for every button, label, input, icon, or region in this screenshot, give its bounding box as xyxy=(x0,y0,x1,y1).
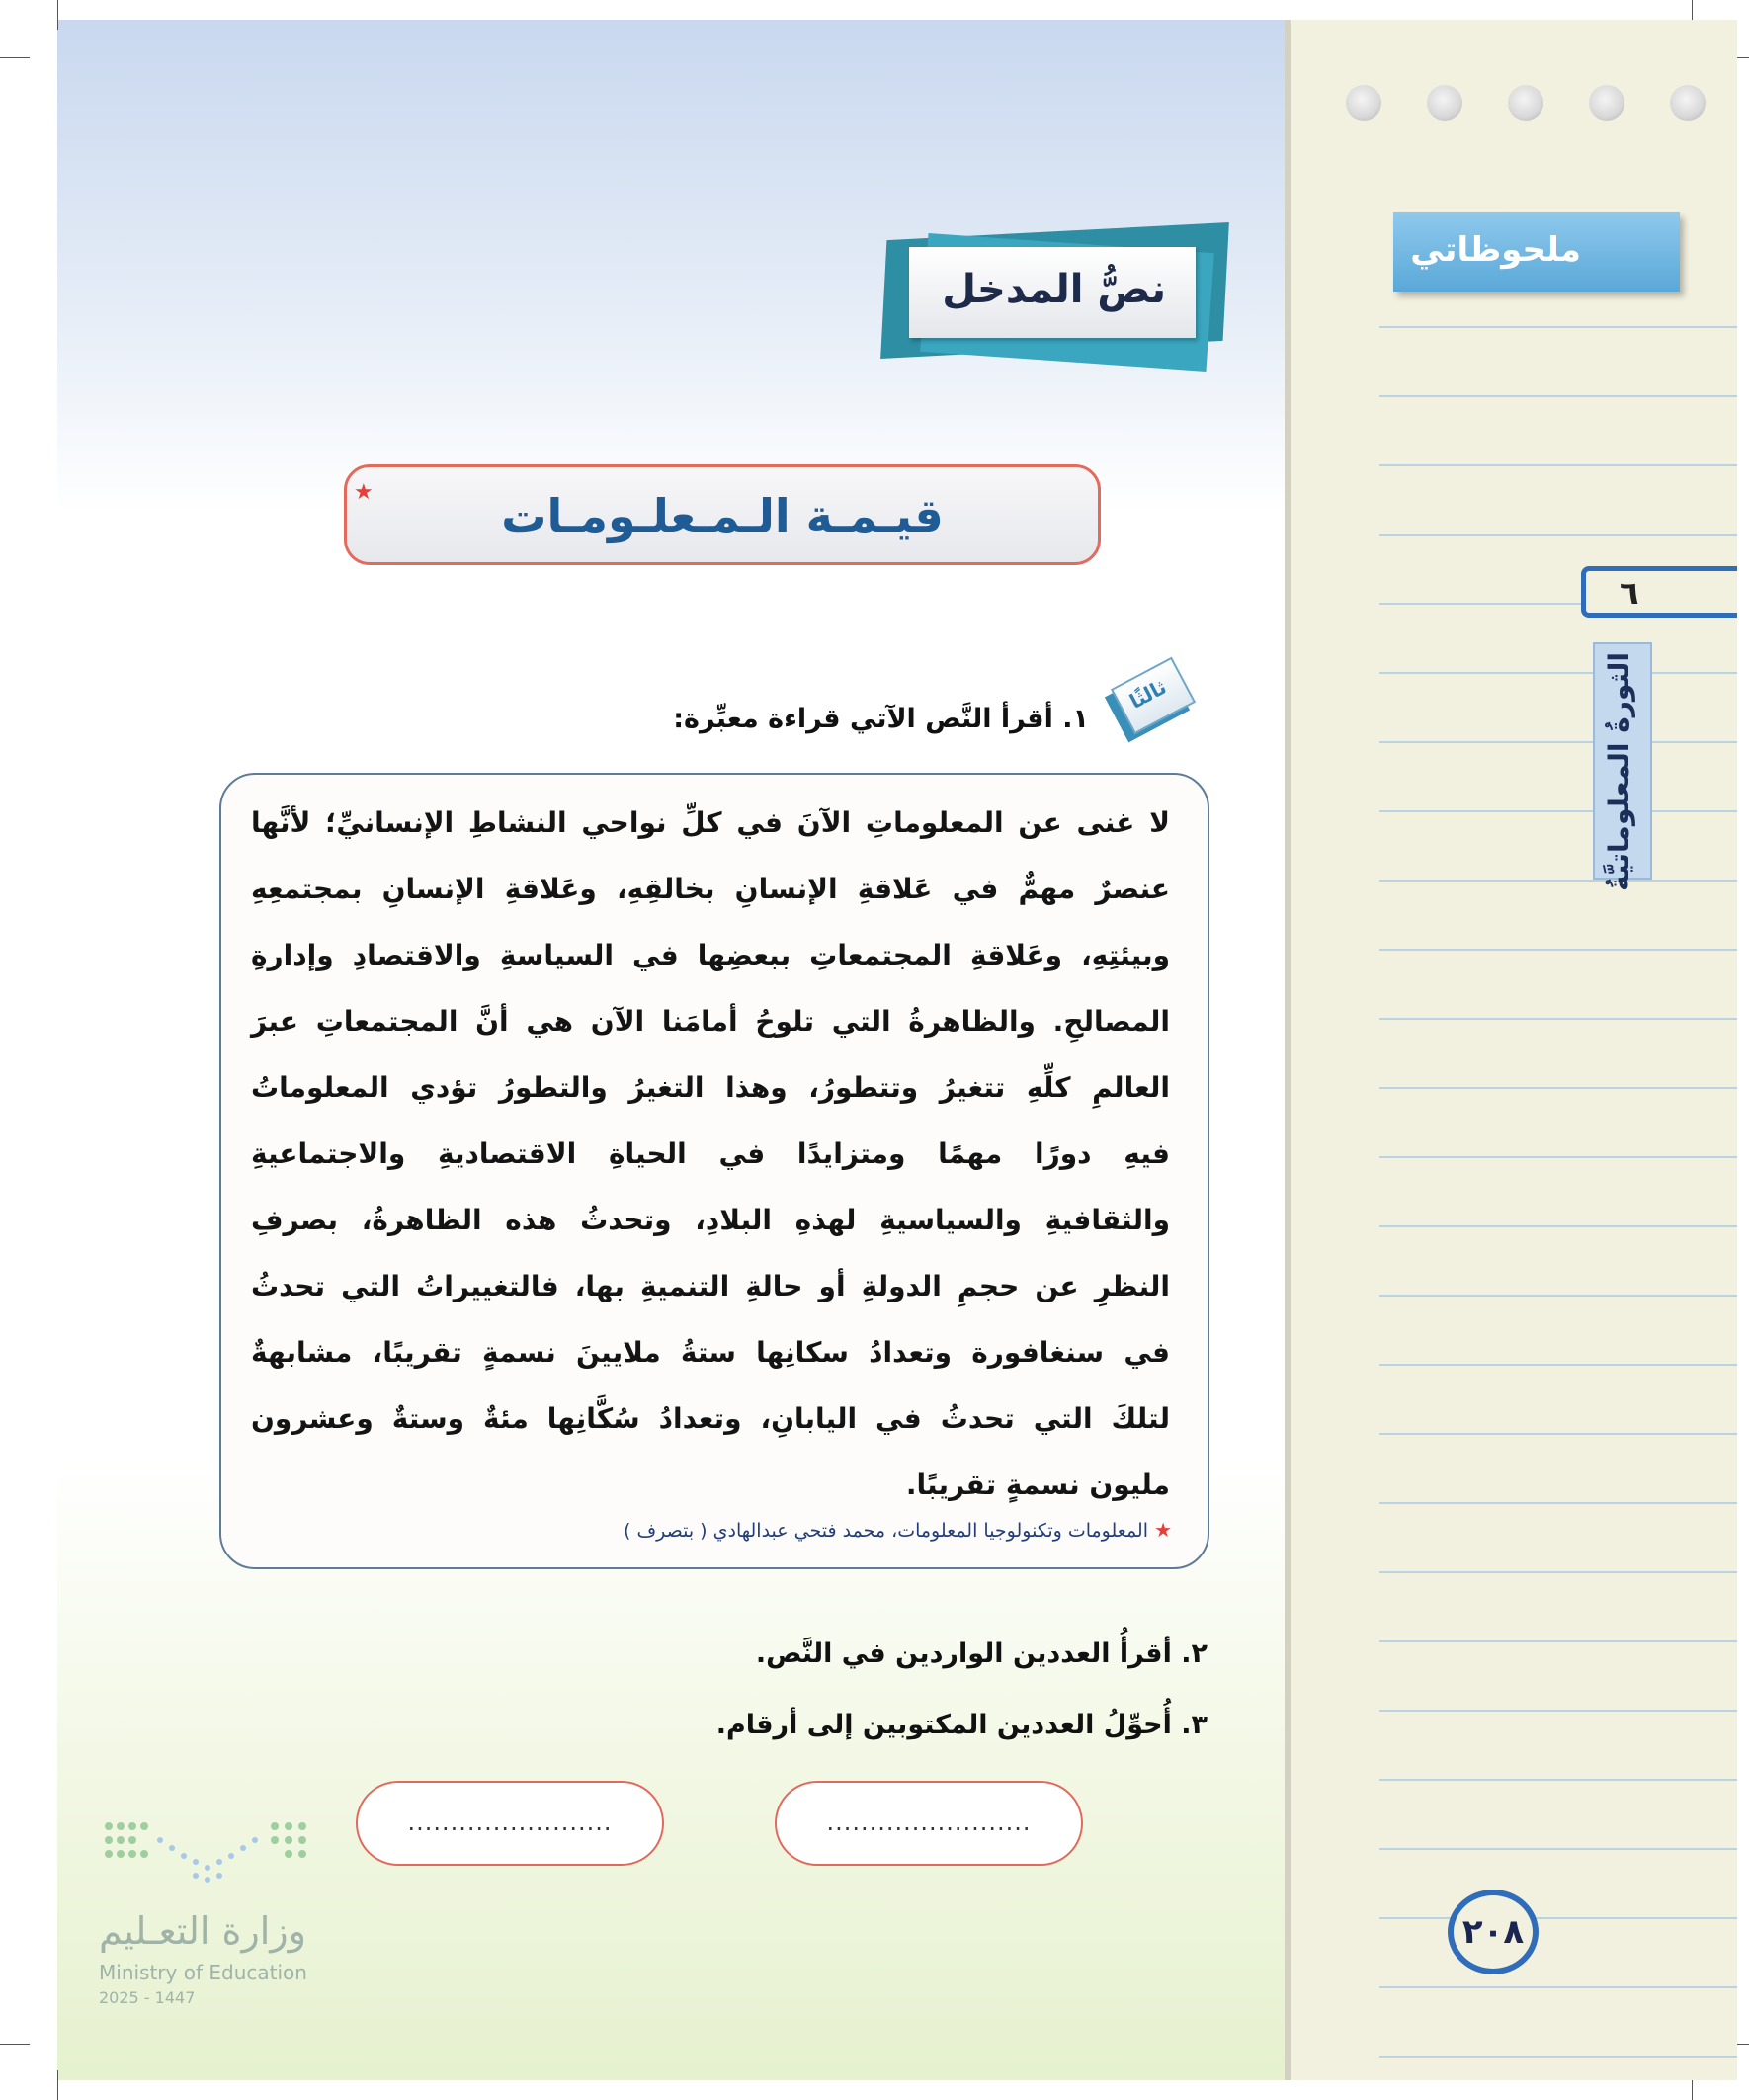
passage-line: لتلكَ التي تحدثُ في اليابانِ، وتعدادُ سُكَّانِها مئةٌ وستةٌ وعشرون xyxy=(251,1402,1170,1435)
question-3: ٣. أُحوِّلُ العددين المكتوبين إلى أرقام. xyxy=(715,1710,1208,1740)
passage-line: لا غنى عن المعلوماتِ الآنَ في كلِّ نواحي النشاطِ الإنسانيِّ؛ لأنَّها xyxy=(251,806,1170,839)
source-citation: المعلومات وتكنولوجيا المعلومات، محمد فتحي عبدالهادي ( بتصرف ) xyxy=(624,1520,1149,1542)
passage-line: المصالحِ. والظاهرةُ التي تلوحُ أمامَنا الآن هي أنَّ المجتمعاتِ عبرَ xyxy=(251,1005,1170,1038)
logo-english-text: Ministry of Education xyxy=(99,1961,307,1984)
answer-placeholder: ........................ xyxy=(407,1808,613,1836)
page-number: ٢٠٨ xyxy=(1461,1912,1525,1952)
logo-dots-icon xyxy=(101,1818,318,1893)
notes-sidebar xyxy=(1285,20,1737,2080)
star-icon: ★ xyxy=(354,480,374,505)
passage-line: عنصرٌ مهمٌّ في عَلاقةِ الإنسانِ بخالقِهِ، وعَلاقةِ الإنسانِ بمجتمعِهِ xyxy=(251,873,1170,905)
answer-box-2[interactable] xyxy=(356,1781,664,1866)
answer-box-1[interactable] xyxy=(775,1781,1083,1866)
unit-title-tab xyxy=(1593,642,1652,891)
binder-hole-icon xyxy=(1346,85,1381,121)
question-2: ٢. أقرأُ العددين الواردين في النَّص. xyxy=(755,1638,1208,1669)
unit-title: الثورةُ المعلوماتيَّةُ xyxy=(1603,652,1635,891)
stage-badge xyxy=(1107,664,1198,739)
binder-hole-icon xyxy=(1589,85,1624,121)
passage-source xyxy=(624,1518,1172,1542)
logo-year: 2025 - 1447 xyxy=(99,1988,196,2007)
passage-line: وبيئتِهِ، وعَلاقةِ المجتمعاتِ ببعضِها في السياسةِ والاقتصادِ وإدارةِ xyxy=(251,939,1170,971)
reading-passage xyxy=(219,773,1209,1569)
binder-hole-icon xyxy=(1670,85,1706,121)
passage-line: العالمِ كلِّهِ تتغيرُ وتتطورُ، وهذا التغيرُ والتطورُ تؤدي المعلوماتُ xyxy=(251,1071,1170,1104)
passage-line: مليون نسمةٍ تقريبًا. xyxy=(905,1469,1170,1501)
lesson-title: قيـمـة الـمـعلـومـات xyxy=(501,489,944,543)
crop-mark xyxy=(57,2070,58,2100)
passage-line: والثقافيةِ والسياسيةِ لهذهِ البلادِ، وتحدثُ هذه الظاهرةُ، بصرفِ xyxy=(251,1204,1170,1236)
question-1: ١. أقرأ النَّص الآتي قراءة معبِّرة: xyxy=(673,704,1089,734)
passage-line: في سنغافورة وتعدادُ سكانِها ستةُ ملايينَ نسمةٍ تقريبًا، مشابهةٌ xyxy=(251,1336,1170,1369)
crop-mark xyxy=(0,57,30,58)
ministry-logo xyxy=(99,1818,326,2016)
section-badge xyxy=(884,225,1225,364)
crop-mark xyxy=(57,0,58,30)
star-icon: ★ xyxy=(1154,1518,1172,1542)
binder-hole-icon xyxy=(1427,85,1462,121)
unit-number-tab xyxy=(1581,566,1737,618)
section-badge-label: نصُّ المدخل xyxy=(942,267,1166,312)
stage-badge-label: ثالثًا xyxy=(1125,674,1171,714)
lesson-title-box xyxy=(344,464,1101,565)
unit-number: ٦ xyxy=(1620,574,1639,612)
binder-hole-icon xyxy=(1508,85,1543,121)
answer-placeholder: ........................ xyxy=(826,1808,1032,1836)
page-number-badge xyxy=(1448,1890,1539,1974)
notes-tab xyxy=(1393,212,1680,292)
notes-label: ملحوظاتي xyxy=(1410,230,1581,270)
crop-mark xyxy=(0,2044,30,2045)
logo-arabic-text: وزارة التعـليم xyxy=(99,1909,307,1953)
passage-line: النظرِ عن حجمِ الدولةِ أو حالةِ التنميةِ بها، فالتغييراتُ التي تحدثُ xyxy=(251,1270,1170,1302)
passage-line: فيهِ دورًا مهمًا ومتزايدًا في الحياةِ الاقتصاديةِ والاجتماعيةِ xyxy=(251,1137,1170,1170)
